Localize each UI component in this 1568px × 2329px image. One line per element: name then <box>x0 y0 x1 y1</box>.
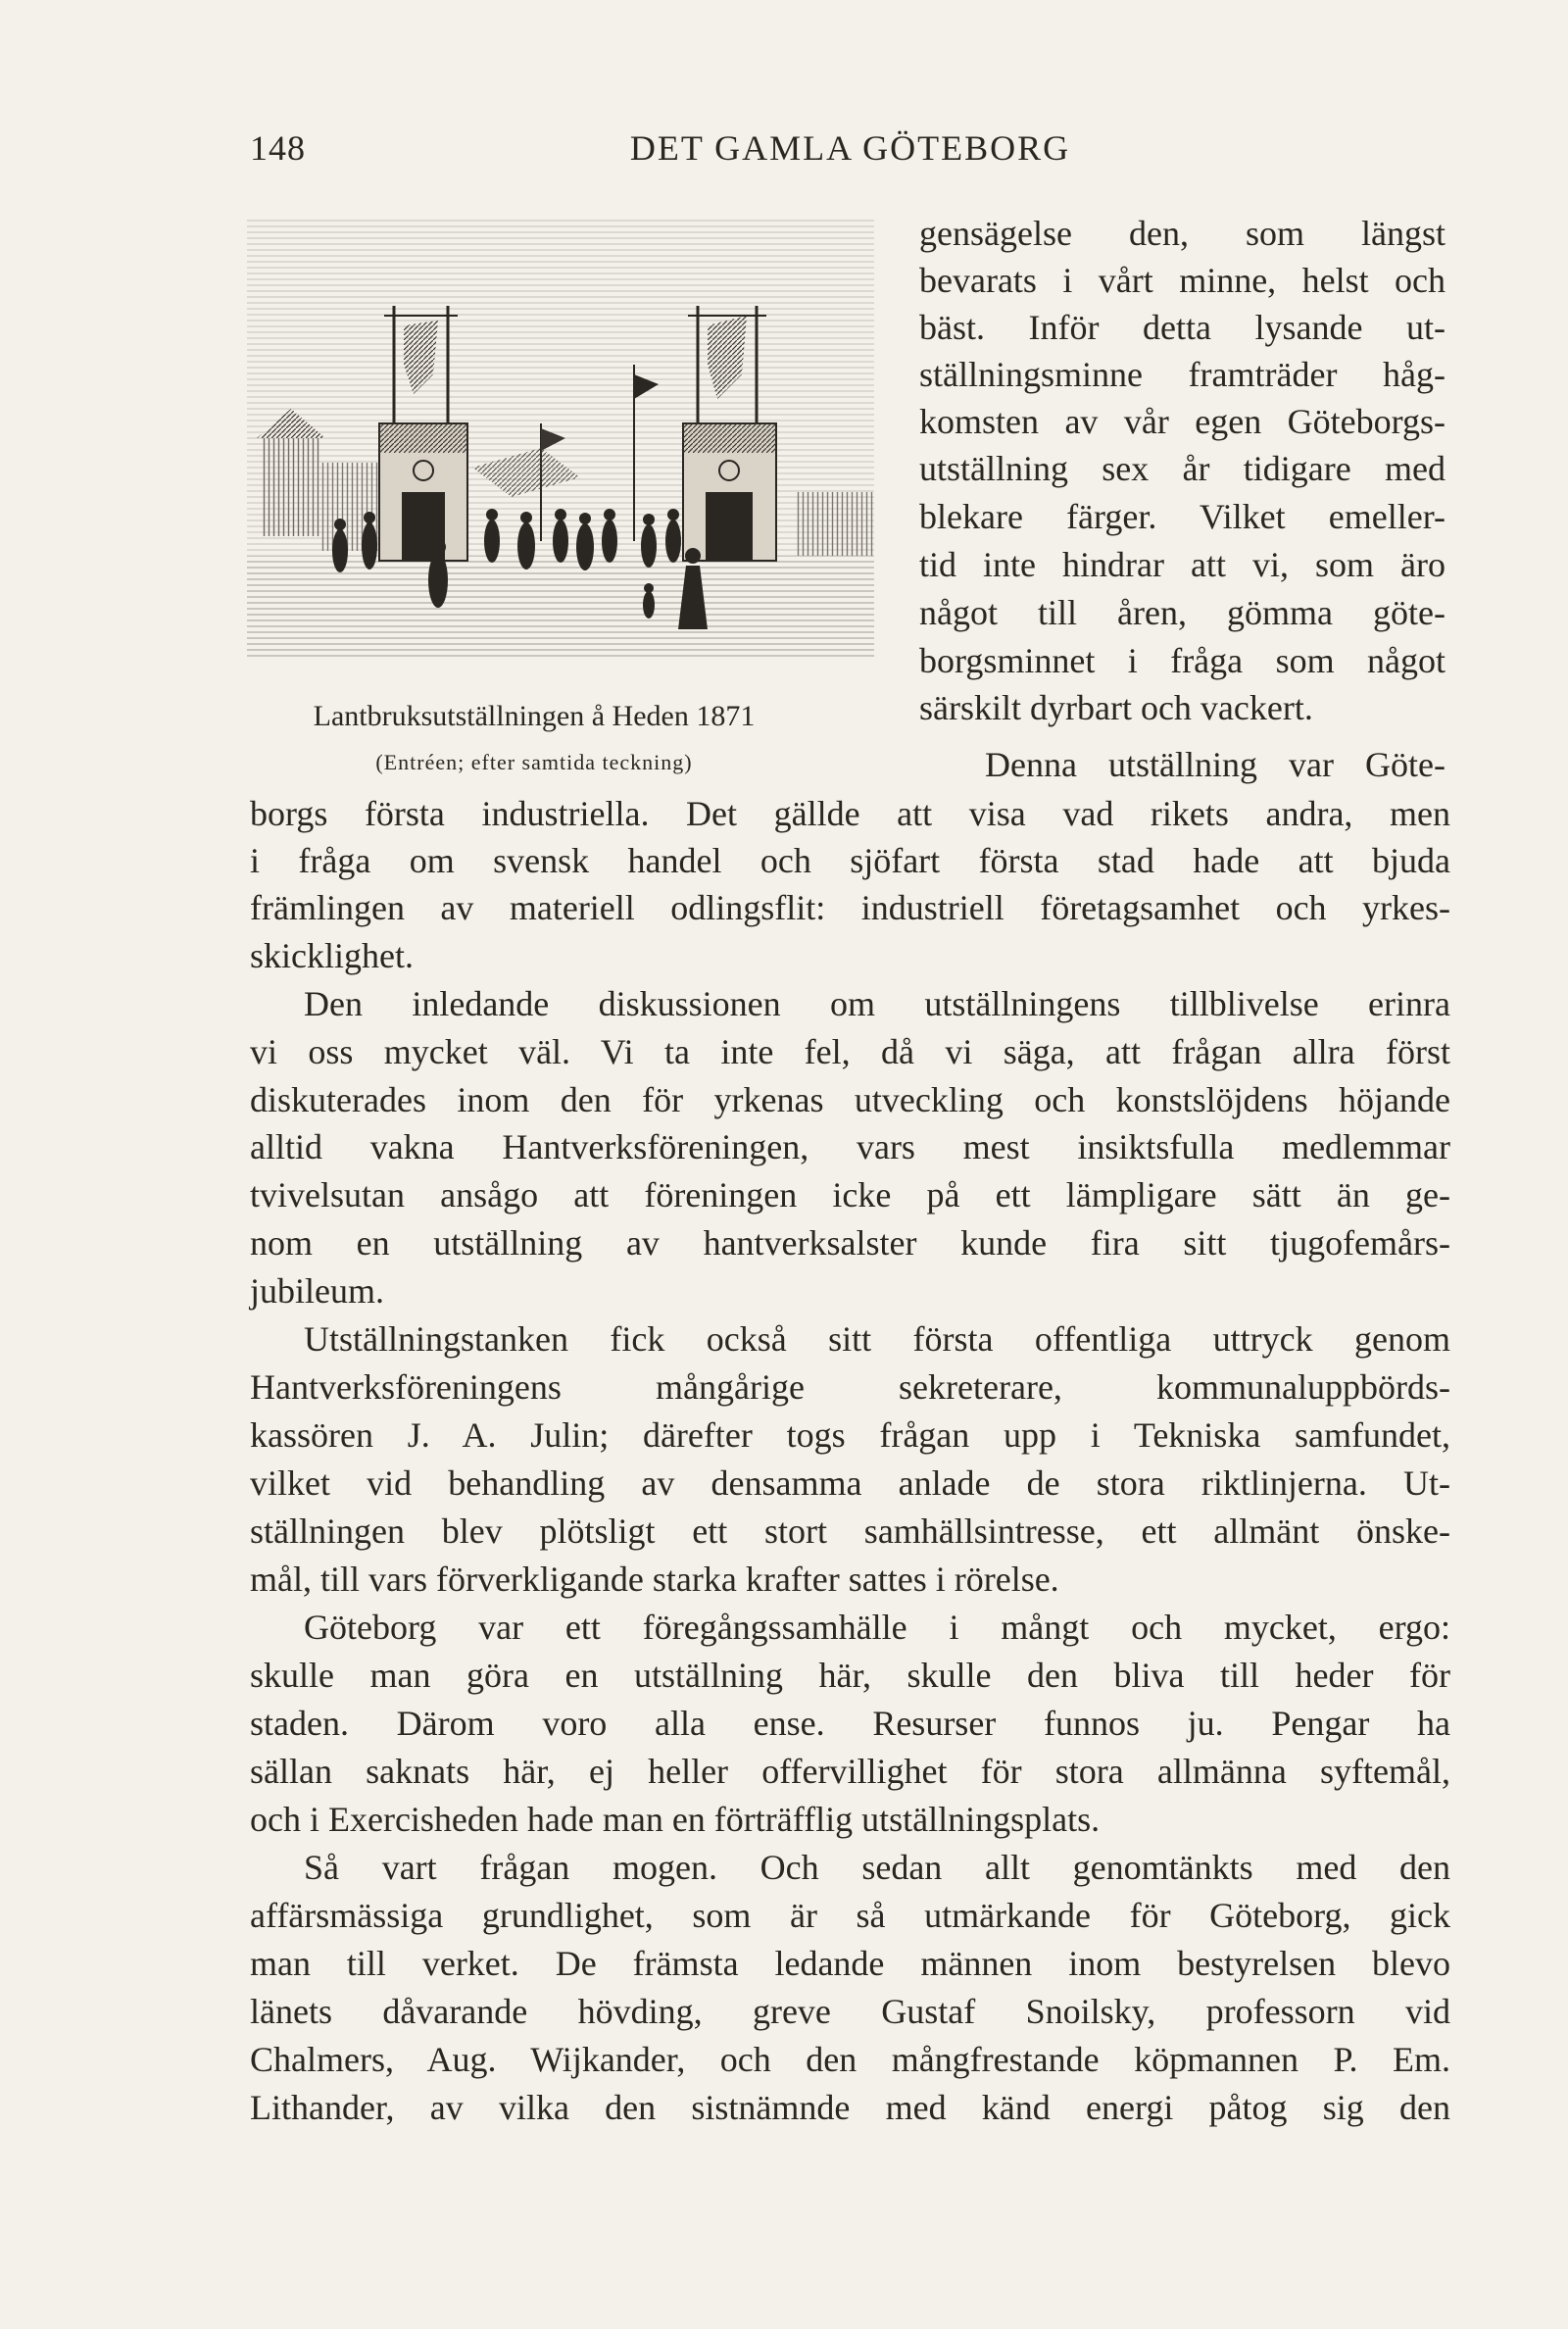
body-line: borgs första industriella. Det gällde att visa vad rikets andra, men <box>250 794 1450 833</box>
page-header <box>250 127 1450 176</box>
body-line: mål, till vars förverkligande starka krafter sattes i rörelse. <box>250 1560 1059 1599</box>
caption-subtitle: (Entréen; efter samtida teckning) <box>375 750 693 774</box>
body-line: länets dåvarande hövding, greve Gustaf Snoilsky, professorn vid <box>250 1992 1450 2031</box>
body-line: skulle man göra en utställning här, skulle den bliva till heder för <box>250 1656 1450 1695</box>
body-line: nom en utställning av hantverksalster kunde fira sitt tjugofemårs- <box>250 1223 1450 1263</box>
body-line: affärsmässiga grundlighet, som är så utmärkande för Göteborg, gick <box>250 1896 1450 1935</box>
body-line: sällan saknats här, ej heller offervillighet för stora allmänna syftemål, <box>250 1752 1450 1791</box>
body-line: Utställningstanken fick också sitt första offentliga uttryck genom <box>304 1319 1450 1359</box>
column-line: särskilt dyrbart och vackert. <box>919 688 1313 727</box>
body-line: Lithander, av vilka den sistnämnde med känd energi påtog sig den <box>250 2088 1450 2127</box>
body-line: skicklighet. <box>250 936 414 975</box>
column-line: bäst. Inför detta lysande ut- <box>919 308 1446 347</box>
page-number: 148 <box>250 128 306 168</box>
column-line: tid inte hindrar att vi, som äro <box>919 545 1446 584</box>
running-title: DET GAMLA GÖTEBORG <box>629 128 1071 168</box>
body-line: diskuterades inom den för yrkenas utveckling och konstslöjdens höjande <box>250 1080 1450 1119</box>
body-line: alltid vakna Hantverksföreningen, vars mest insiktsfulla medlemmar <box>250 1127 1450 1166</box>
body-line: vi oss mycket väl. Vi ta inte fel, då vi säga, att frågan allra först <box>250 1032 1450 1071</box>
column-line: ställningsminne framträder håg- <box>919 355 1446 394</box>
column-line: något till åren, gömma göte- <box>919 593 1446 632</box>
body-line: Chalmers, Aug. Wijkander, och den mångfrestande köpmannen P. Em. <box>250 2040 1450 2079</box>
body-line: och i Exercisheden hade man en förträfflig utställningsplats. <box>250 1800 1101 1839</box>
body-line: staden. Därom voro alla ense. Resurser funnos ju. Pengar ha <box>250 1704 1450 1743</box>
body-line: jubileum. <box>250 1271 384 1311</box>
engraving-illustration <box>247 218 874 659</box>
body-line: tvivelsutan ansågo att föreningen icke på ett lämpligare sätt än ge- <box>250 1175 1450 1214</box>
caption-title: Lantbruksutställningen å Heden 1871 <box>313 700 756 732</box>
body-line: Hantverksföreningens mångårige sekreterare, kommunaluppbörds- <box>250 1367 1450 1407</box>
body-line: Så vart frågan mogen. Och sedan allt genomtänkts med den <box>304 1848 1450 1887</box>
body-line: kassören J. A. Julin; därefter togs frågan upp i Tekniska samfundet, <box>250 1415 1450 1455</box>
column-line: borgsminnet i fråga som något <box>919 641 1446 680</box>
body-line: främlingen av materiell odlingsflit: industriell företagsamhet och yrkes- <box>250 888 1450 927</box>
column-line: gensägelse den, som längst <box>919 214 1446 253</box>
exhibition-entrance-engraving <box>247 218 874 659</box>
column-line: Denna utställning var Göte- <box>985 745 1446 784</box>
body-line: man till verket. De främsta ledande männen inom bestyrelsen blevo <box>250 1944 1450 1983</box>
figure-caption <box>230 698 838 778</box>
body-line: ställningen blev plötsligt ett stort samhällsintresse, ett allmänt önske- <box>250 1511 1450 1551</box>
column-line: blekare färger. Vilket emeller- <box>919 497 1446 536</box>
body-line: vilket vid behandling av densamma anlade de stora riktlinjerna. Ut- <box>250 1463 1450 1503</box>
body-line: Den inledande diskussionen om utställningens tillblivelse erinra <box>304 984 1450 1023</box>
column-line: komsten av vår egen Göteborgs- <box>919 402 1446 441</box>
body-line: i fråga om svensk handel och sjöfart första stad hade att bjuda <box>250 841 1450 880</box>
column-line: utställning sex år tidigare med <box>919 449 1446 488</box>
body-line: Göteborg var ett föregångssamhälle i mångt och mycket, ergo: <box>304 1608 1450 1647</box>
column-line: bevarats i vårt minne, helst och <box>919 261 1446 300</box>
